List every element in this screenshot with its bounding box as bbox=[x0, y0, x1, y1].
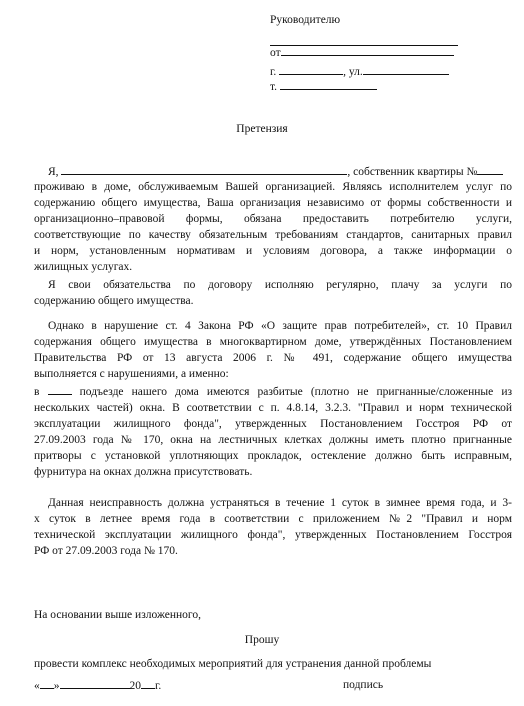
addressee: Руководителю bbox=[270, 14, 341, 26]
city-blank bbox=[279, 63, 343, 75]
paragraph-2: Я свои обязательства по договору исполняю регулярно, плачу за услуги по содержанию общего имущества. bbox=[34, 279, 512, 307]
month-blank bbox=[60, 677, 130, 689]
address-line: г. , ул. bbox=[270, 63, 449, 80]
document-title: Претензия bbox=[236, 123, 288, 135]
paragraph-3: Однако в нарушение ст. 4 Закона РФ «О защите прав потребителей», ст. 10 Правил содержания общего имущества в многоквартирном доме, утверждённых Постановлением Правительства РФ от 13 августа 2006 г. № 491, содержание общего имущества выполняется с нарушениями, а именно: bbox=[34, 320, 512, 380]
basis-line: На основании выше изложенного, bbox=[34, 609, 201, 621]
paragraph-5: Данная неисправность должна устраняться в течение 1 суток в зимнее время года, и 3- х суток в летнее время года в соответствии с приложением №2 "Правил и норм технической эксплуатации жилищного фонда", утвержденных Постановлением Госстроя РФ от 27.09.2003 года № 170. bbox=[34, 497, 512, 557]
apartment-number-blank bbox=[477, 163, 503, 175]
entrance-number-blank bbox=[48, 383, 72, 395]
from-line: от bbox=[270, 44, 454, 61]
owner-name-blank bbox=[61, 163, 347, 175]
paragraph-4: в подъезде нашего дома имеются разбитые (плотно не пригнанные/сложенные из нескольких частей) окна. В соответствии с п. 4.8.14, 3.2.3. "Правил и норм технической эксплуатации жилищного фонда", утвержденных Постановлением Госстроя РФ от 27.09.2003 года № 170, окна на лестничных клетках должны иметь плотно пригнанные притворы с установкой уплотняющих прокладок, остекление должно быть исправным, фурнитура на окнах должна присутствовать. bbox=[34, 383, 512, 480]
phone-blank bbox=[280, 78, 377, 90]
phone-line: т. bbox=[270, 78, 377, 95]
from-blank bbox=[281, 44, 454, 56]
street-blank bbox=[363, 63, 449, 75]
entrance-line: в подъезде нашего дома имеются разбитые (плотно не пригнанные/сложенные из bbox=[34, 383, 512, 400]
date-line: « » 20 г. bbox=[34, 677, 161, 694]
year-blank bbox=[141, 677, 155, 689]
day-blank bbox=[40, 677, 54, 689]
paragraph-1: проживаю в доме, обслуживаемым Вашей организацией. Являясь исполнителем услуг по содержанию общего имущества, Ваша организация независимо от формы собственности и организационно–правовой формы, обязана предоставить потребителю услуги, соответствующие по качеству обязательным требованиям стандартов, санитарных правил и норм, установленным нормативам и условиям договора, а также информации о жилищных услугах. bbox=[34, 181, 512, 273]
request-action: провести комплекс необходимых мероприятий для устранения данной проблемы bbox=[34, 658, 432, 670]
signature-label: подпись bbox=[343, 679, 384, 691]
owner-line: Я, , собственник квартиры № bbox=[34, 163, 503, 180]
request-heading: Прошу bbox=[244, 634, 280, 646]
